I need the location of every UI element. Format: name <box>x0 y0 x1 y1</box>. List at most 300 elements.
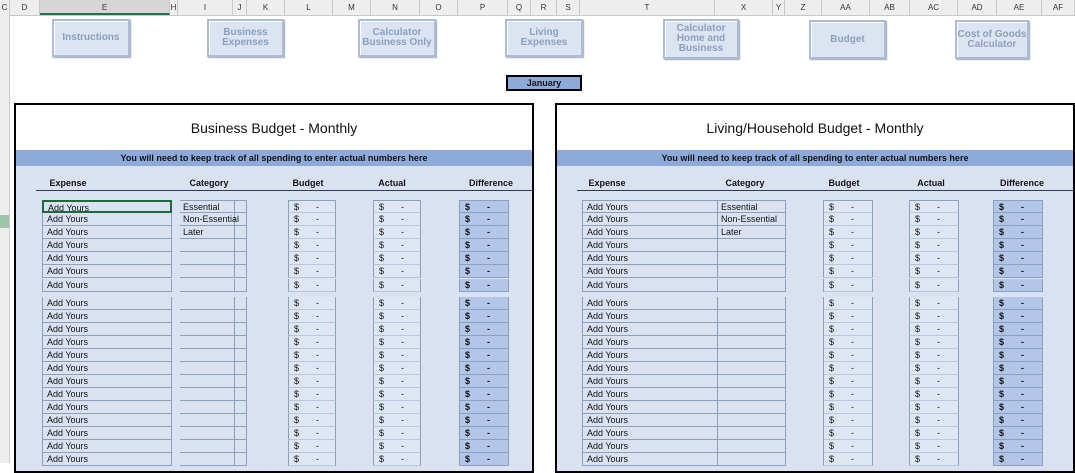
budget-cell[interactable] <box>823 252 873 265</box>
category-cell[interactable] <box>180 252 235 265</box>
column-header-n[interactable]: N <box>371 0 420 15</box>
category-cell[interactable] <box>180 239 235 252</box>
actual-cell[interactable] <box>373 453 421 466</box>
currency-symbol: $ <box>294 454 300 464</box>
currency-symbol: $ <box>465 227 471 237</box>
expense-cell[interactable]: Add Yours <box>582 388 718 401</box>
expense-cell[interactable]: Add Yours <box>582 336 718 349</box>
actual-cell[interactable] <box>373 388 421 401</box>
category-cell[interactable] <box>180 336 235 349</box>
column-header-q[interactable]: Q <box>508 0 531 15</box>
actual-cell[interactable] <box>373 349 421 362</box>
expense-cell[interactable]: Add Yours <box>582 349 718 362</box>
category-cell[interactable]: Later <box>718 226 786 239</box>
budget-cell[interactable] <box>288 375 336 388</box>
column-header-h[interactable]: H <box>170 0 178 15</box>
category-cell[interactable] <box>718 252 786 265</box>
cell-value: - <box>316 253 319 263</box>
actual-cell[interactable] <box>909 239 959 252</box>
table-row <box>16 297 532 310</box>
expense-cell[interactable]: Add Yours <box>42 453 172 466</box>
cell-value: - <box>487 376 490 386</box>
actual-cell[interactable] <box>373 239 421 252</box>
difference-cell <box>459 239 509 252</box>
column-header-p[interactable]: P <box>458 0 508 15</box>
budget-cell[interactable] <box>823 349 873 362</box>
cell-value: - <box>937 324 940 334</box>
category-cell[interactable] <box>718 427 786 440</box>
cell-value: - <box>1021 454 1024 464</box>
expense-cell[interactable]: Add Yours <box>42 279 172 292</box>
currency-symbol: $ <box>999 363 1005 373</box>
cell-value: - <box>851 266 854 276</box>
budget-cell[interactable] <box>288 297 336 310</box>
cell-value: - <box>487 214 490 224</box>
category-spacer-cell <box>235 279 247 292</box>
category-cell[interactable] <box>180 375 235 388</box>
cell-value: - <box>1021 376 1024 386</box>
category-cell[interactable] <box>180 362 235 375</box>
category-spacer-cell <box>235 453 247 466</box>
category-cell[interactable] <box>718 310 786 323</box>
actual-cell[interactable] <box>909 226 959 239</box>
budget-cell[interactable] <box>823 279 873 292</box>
column-header-k[interactable]: K <box>247 0 285 15</box>
budget-cell[interactable] <box>288 362 336 375</box>
budget-cell[interactable] <box>288 252 336 265</box>
currency-symbol: $ <box>379 227 385 237</box>
column-header-ae[interactable]: AE <box>997 0 1042 15</box>
currency-symbol: $ <box>379 428 385 438</box>
expense-cell[interactable]: Add Yours <box>582 252 718 265</box>
currency-symbol: $ <box>829 389 835 399</box>
expense-cell[interactable]: Add Yours <box>42 375 172 388</box>
budget-cell[interactable] <box>288 349 336 362</box>
budget-cell[interactable] <box>288 388 336 401</box>
budget-cell[interactable] <box>823 453 873 466</box>
expense-cell[interactable]: Add Yours <box>582 440 718 453</box>
table-row <box>557 297 1073 310</box>
column-header-t[interactable]: T <box>580 0 715 15</box>
budget-cell[interactable] <box>823 310 873 323</box>
calculator-home-business-button[interactable]: Calculator Home and Business <box>663 19 739 59</box>
category-cell[interactable]: Essential <box>180 200 235 213</box>
cell-value: - <box>851 253 854 263</box>
budget-cell[interactable] <box>823 213 873 226</box>
budget-cell[interactable] <box>288 226 336 239</box>
difference-cell <box>993 414 1043 427</box>
category-cell[interactable] <box>718 388 786 401</box>
cell-value: - <box>487 280 490 290</box>
expense-cell[interactable]: Add Yours <box>42 252 172 265</box>
column-header-d[interactable]: D <box>10 0 40 15</box>
category-cell[interactable] <box>718 401 786 414</box>
actual-cell[interactable] <box>373 200 421 213</box>
actual-cell[interactable] <box>909 414 959 427</box>
column-header-ad[interactable]: AD <box>958 0 997 15</box>
cell-value: - <box>937 441 940 451</box>
category-cell[interactable] <box>718 375 786 388</box>
budget-cell[interactable] <box>823 375 873 388</box>
budget-cell[interactable] <box>823 200 873 213</box>
difference-cell <box>459 310 509 323</box>
expense-cell[interactable]: Add Yours <box>42 362 172 375</box>
currency-symbol: $ <box>379 298 385 308</box>
category-cell[interactable]: Non-Essential <box>180 213 235 226</box>
currency-symbol: $ <box>294 280 300 290</box>
currency-symbol: $ <box>465 337 471 347</box>
budget-cell[interactable] <box>288 427 336 440</box>
budget-cell[interactable] <box>288 265 336 278</box>
category-spacer-cell <box>235 252 247 265</box>
expense-cell[interactable]: Add Yours <box>582 226 718 239</box>
actual-cell[interactable] <box>909 401 959 414</box>
cell-value: - <box>487 337 490 347</box>
table-row <box>16 279 532 292</box>
category-cell[interactable] <box>718 279 786 292</box>
currency-symbol: $ <box>915 376 921 386</box>
category-spacer-cell <box>235 265 247 278</box>
budget-cell[interactable] <box>823 440 873 453</box>
expense-cell[interactable]: Add Yours <box>42 427 172 440</box>
currency-symbol: $ <box>915 240 921 250</box>
cell-value: - <box>937 266 940 276</box>
category-cell[interactable] <box>718 362 786 375</box>
currency-symbol: $ <box>465 214 471 224</box>
actual-cell[interactable] <box>373 375 421 388</box>
budget-cell[interactable] <box>288 239 336 252</box>
expense-cell[interactable]: Add Yours <box>582 401 718 414</box>
actual-cell[interactable] <box>909 265 959 278</box>
cell-value: - <box>937 240 940 250</box>
budget-cell[interactable] <box>288 200 336 213</box>
difference-cell <box>459 388 509 401</box>
expense-cell[interactable]: Add Yours <box>582 453 718 466</box>
budget-cell[interactable] <box>823 226 873 239</box>
category-cell[interactable] <box>718 453 786 466</box>
cell-value: - <box>851 441 854 451</box>
month-selector[interactable]: January <box>506 75 582 91</box>
cell-value: - <box>401 415 404 425</box>
cell-value: - <box>401 227 404 237</box>
actual-cell[interactable] <box>909 440 959 453</box>
expense-cell[interactable]: Add Yours <box>42 349 172 362</box>
category-spacer-cell <box>235 362 247 375</box>
category-cell[interactable] <box>180 414 235 427</box>
column-header-m[interactable]: M <box>333 0 371 15</box>
cell-value: - <box>937 227 940 237</box>
category-cell[interactable] <box>718 265 786 278</box>
living-expenses-button[interactable]: Living Expenses <box>505 19 583 57</box>
category-spacer-cell <box>235 375 247 388</box>
actual-cell[interactable] <box>373 414 421 427</box>
currency-symbol: $ <box>829 441 835 451</box>
business-notice: You will need to keep track of all spending to enter actual numbers here <box>16 150 532 166</box>
budget-cell[interactable] <box>823 414 873 427</box>
actual-cell[interactable] <box>909 323 959 336</box>
cell-value: - <box>316 389 319 399</box>
category-cell[interactable] <box>718 414 786 427</box>
currency-symbol: $ <box>294 363 300 373</box>
currency-symbol: $ <box>915 280 921 290</box>
actual-cell[interactable] <box>909 349 959 362</box>
category-cell[interactable] <box>180 440 235 453</box>
category-cell[interactable]: Essential <box>718 200 786 213</box>
actual-cell[interactable] <box>909 310 959 323</box>
actual-cell[interactable] <box>373 440 421 453</box>
column-header-o[interactable]: O <box>420 0 458 15</box>
currency-symbol: $ <box>465 240 471 250</box>
currency-symbol: $ <box>999 441 1005 451</box>
currency-symbol: $ <box>379 402 385 412</box>
table-row <box>557 427 1073 440</box>
actual-cell[interactable] <box>373 213 421 226</box>
budget-cell[interactable] <box>288 323 336 336</box>
header-category: Category <box>725 178 765 188</box>
currency-symbol: $ <box>999 280 1005 290</box>
actual-cell[interactable] <box>373 336 421 349</box>
column-header-j[interactable]: J <box>233 0 247 15</box>
column-header-r[interactable]: R <box>531 0 557 15</box>
actual-cell[interactable] <box>373 310 421 323</box>
currency-symbol: $ <box>915 363 921 373</box>
category-spacer-cell <box>235 213 247 226</box>
expense-cell[interactable]: Add Yours <box>582 297 718 310</box>
actual-cell[interactable] <box>373 252 421 265</box>
expense-cell[interactable]: Add Yours <box>582 200 718 213</box>
category-cell[interactable] <box>180 401 235 414</box>
category-cell[interactable] <box>718 323 786 336</box>
category-cell[interactable] <box>180 265 235 278</box>
cell-value: - <box>487 454 490 464</box>
cell-value: - <box>316 337 319 347</box>
actual-cell[interactable] <box>909 200 959 213</box>
budget-cell[interactable] <box>288 453 336 466</box>
table-row <box>557 375 1073 388</box>
actual-cell[interactable] <box>373 226 421 239</box>
category-cell[interactable] <box>180 453 235 466</box>
difference-cell <box>459 401 509 414</box>
actual-cell[interactable] <box>909 375 959 388</box>
expense-cell[interactable]: Add Yours <box>42 336 172 349</box>
expense-cell[interactable]: Add Yours <box>42 323 172 336</box>
cell-value: - <box>487 253 490 263</box>
category-cell[interactable] <box>180 388 235 401</box>
budget-cell[interactable] <box>288 401 336 414</box>
column-header-l[interactable]: L <box>285 0 333 15</box>
cell-value: - <box>487 402 490 412</box>
expense-cell[interactable]: Add Yours <box>42 414 172 427</box>
cell-value: - <box>401 280 404 290</box>
cell-value: - <box>316 428 319 438</box>
expense-cell[interactable]: Add Yours <box>42 265 172 278</box>
budget-cell[interactable] <box>823 427 873 440</box>
table-row <box>557 213 1073 226</box>
category-cell[interactable] <box>718 239 786 252</box>
cell-value: - <box>487 389 490 399</box>
budget-cell[interactable] <box>823 336 873 349</box>
budget-cell[interactable] <box>823 265 873 278</box>
expense-cell[interactable]: Add Yours <box>582 239 718 252</box>
column-header-ab[interactable]: AB <box>870 0 910 15</box>
budget-cell[interactable] <box>823 323 873 336</box>
cell-value: - <box>401 454 404 464</box>
currency-symbol: $ <box>999 227 1005 237</box>
expense-cell[interactable]: Add Yours <box>582 265 718 278</box>
category-cell[interactable] <box>180 349 235 362</box>
table-row <box>16 375 532 388</box>
category-cell[interactable] <box>718 440 786 453</box>
actual-cell[interactable] <box>373 265 421 278</box>
expense-cell[interactable]: Add Yours <box>42 239 172 252</box>
cost-of-goods-calculator-button[interactable]: Cost of Goods Calculator <box>955 20 1029 59</box>
currency-symbol: $ <box>465 298 471 308</box>
budget-cell[interactable] <box>823 297 873 310</box>
category-spacer-cell <box>235 336 247 349</box>
actual-cell[interactable] <box>909 453 959 466</box>
expense-cell[interactable]: Add Yours <box>42 310 172 323</box>
calculator-business-only-button[interactable]: Calculator Business Only <box>358 19 436 57</box>
column-header-ac[interactable]: AC <box>910 0 958 15</box>
currency-symbol: $ <box>379 280 385 290</box>
actual-cell[interactable] <box>909 252 959 265</box>
budget-cell[interactable] <box>823 362 873 375</box>
budget-cell[interactable] <box>288 310 336 323</box>
expense-cell[interactable]: Add Yours <box>582 414 718 427</box>
category-cell[interactable]: Non-Essential <box>718 213 786 226</box>
actual-cell[interactable] <box>909 388 959 401</box>
actual-cell[interactable] <box>373 401 421 414</box>
header-budget: Budget <box>828 178 860 188</box>
category-spacer-cell <box>235 414 247 427</box>
expense-cell[interactable]: Add Yours <box>582 427 718 440</box>
expense-cell[interactable]: Add Yours <box>582 279 718 292</box>
actual-cell[interactable] <box>373 362 421 375</box>
expense-cell[interactable]: Add Yours <box>582 323 718 336</box>
actual-cell[interactable] <box>373 279 421 292</box>
expense-cell[interactable]: Add Yours <box>42 388 172 401</box>
expense-cell[interactable]: Add Yours <box>582 213 718 226</box>
expense-cell[interactable]: Add Yours <box>42 297 172 310</box>
actual-cell[interactable] <box>909 336 959 349</box>
budget-cell[interactable] <box>288 213 336 226</box>
table-row <box>16 349 532 362</box>
cell-value: - <box>401 428 404 438</box>
currency-symbol: $ <box>379 441 385 451</box>
expense-cell[interactable]: Add Yours <box>42 401 172 414</box>
cell-value: - <box>316 202 319 212</box>
column-header-x[interactable]: X <box>715 0 773 15</box>
column-header-aa[interactable]: AA <box>822 0 870 15</box>
category-cell[interactable] <box>180 323 235 336</box>
expense-cell[interactable]: Add Yours <box>582 310 718 323</box>
category-cell[interactable] <box>718 336 786 349</box>
business-expenses-button[interactable]: Business Expenses <box>207 19 284 57</box>
category-cell[interactable] <box>718 349 786 362</box>
actual-cell[interactable] <box>373 323 421 336</box>
currency-symbol: $ <box>379 415 385 425</box>
category-cell[interactable]: Later <box>180 226 235 239</box>
currency-symbol: $ <box>294 266 300 276</box>
category-cell[interactable] <box>180 297 235 310</box>
category-cell[interactable] <box>718 297 786 310</box>
currency-symbol: $ <box>915 337 921 347</box>
expense-cell[interactable]: Add Yours <box>42 200 172 213</box>
header-expense: Expense <box>588 178 626 188</box>
cell-value: - <box>487 350 490 360</box>
cell-value: - <box>401 389 404 399</box>
expense-cell[interactable]: Add Yours <box>42 226 172 239</box>
actual-cell[interactable] <box>909 213 959 226</box>
category-cell[interactable] <box>180 427 235 440</box>
currency-symbol: $ <box>999 324 1005 334</box>
cell-value: - <box>401 350 404 360</box>
difference-cell <box>993 297 1043 310</box>
budget-cell[interactable] <box>823 388 873 401</box>
currency-symbol: $ <box>829 214 835 224</box>
budget-cell[interactable] <box>288 336 336 349</box>
expense-cell[interactable]: Add Yours <box>582 375 718 388</box>
instructions-button[interactable]: Instructions <box>52 19 130 57</box>
currency-symbol: $ <box>829 311 835 321</box>
column-header-af[interactable]: AF <box>1042 0 1075 15</box>
cell-value: - <box>1021 280 1024 290</box>
currency-symbol: $ <box>379 389 385 399</box>
header-actual: Actual <box>917 178 945 188</box>
currency-symbol: $ <box>379 376 385 386</box>
cell-value: - <box>401 337 404 347</box>
actual-cell[interactable] <box>373 297 421 310</box>
cell-value: - <box>316 266 319 276</box>
difference-cell <box>459 297 509 310</box>
actual-cell[interactable] <box>909 297 959 310</box>
table-row <box>16 310 532 323</box>
budget-cell[interactable] <box>288 279 336 292</box>
difference-cell <box>993 310 1043 323</box>
column-header-y[interactable]: Y <box>773 0 785 15</box>
actual-cell[interactable] <box>373 427 421 440</box>
budget-cell[interactable] <box>823 401 873 414</box>
cell-value: - <box>1021 337 1024 347</box>
expense-cell[interactable]: Add Yours <box>42 213 172 226</box>
budget-cell[interactable] <box>823 239 873 252</box>
column-header-e[interactable]: E <box>40 0 170 15</box>
budget-cell[interactable] <box>288 414 336 427</box>
column-header-i[interactable]: I <box>178 0 233 15</box>
category-cell[interactable] <box>180 310 235 323</box>
category-cell[interactable] <box>180 279 235 292</box>
currency-symbol: $ <box>465 311 471 321</box>
expense-cell[interactable]: Add Yours <box>582 362 718 375</box>
expense-cell[interactable]: Add Yours <box>42 440 172 453</box>
currency-symbol: $ <box>829 337 835 347</box>
cell-value: - <box>937 363 940 373</box>
column-header-c[interactable]: C <box>0 0 10 15</box>
actual-cell[interactable] <box>909 279 959 292</box>
budget-cell[interactable] <box>288 440 336 453</box>
actual-cell[interactable] <box>909 427 959 440</box>
difference-cell <box>459 414 509 427</box>
actual-cell[interactable] <box>909 362 959 375</box>
currency-symbol: $ <box>829 324 835 334</box>
cell-value: - <box>937 402 940 412</box>
column-header-z[interactable]: Z <box>785 0 822 15</box>
cell-value: - <box>851 324 854 334</box>
column-header-s[interactable]: S <box>557 0 580 15</box>
budget-button[interactable]: Budget <box>809 20 886 59</box>
table-row <box>557 252 1073 265</box>
cell-value: - <box>316 240 319 250</box>
